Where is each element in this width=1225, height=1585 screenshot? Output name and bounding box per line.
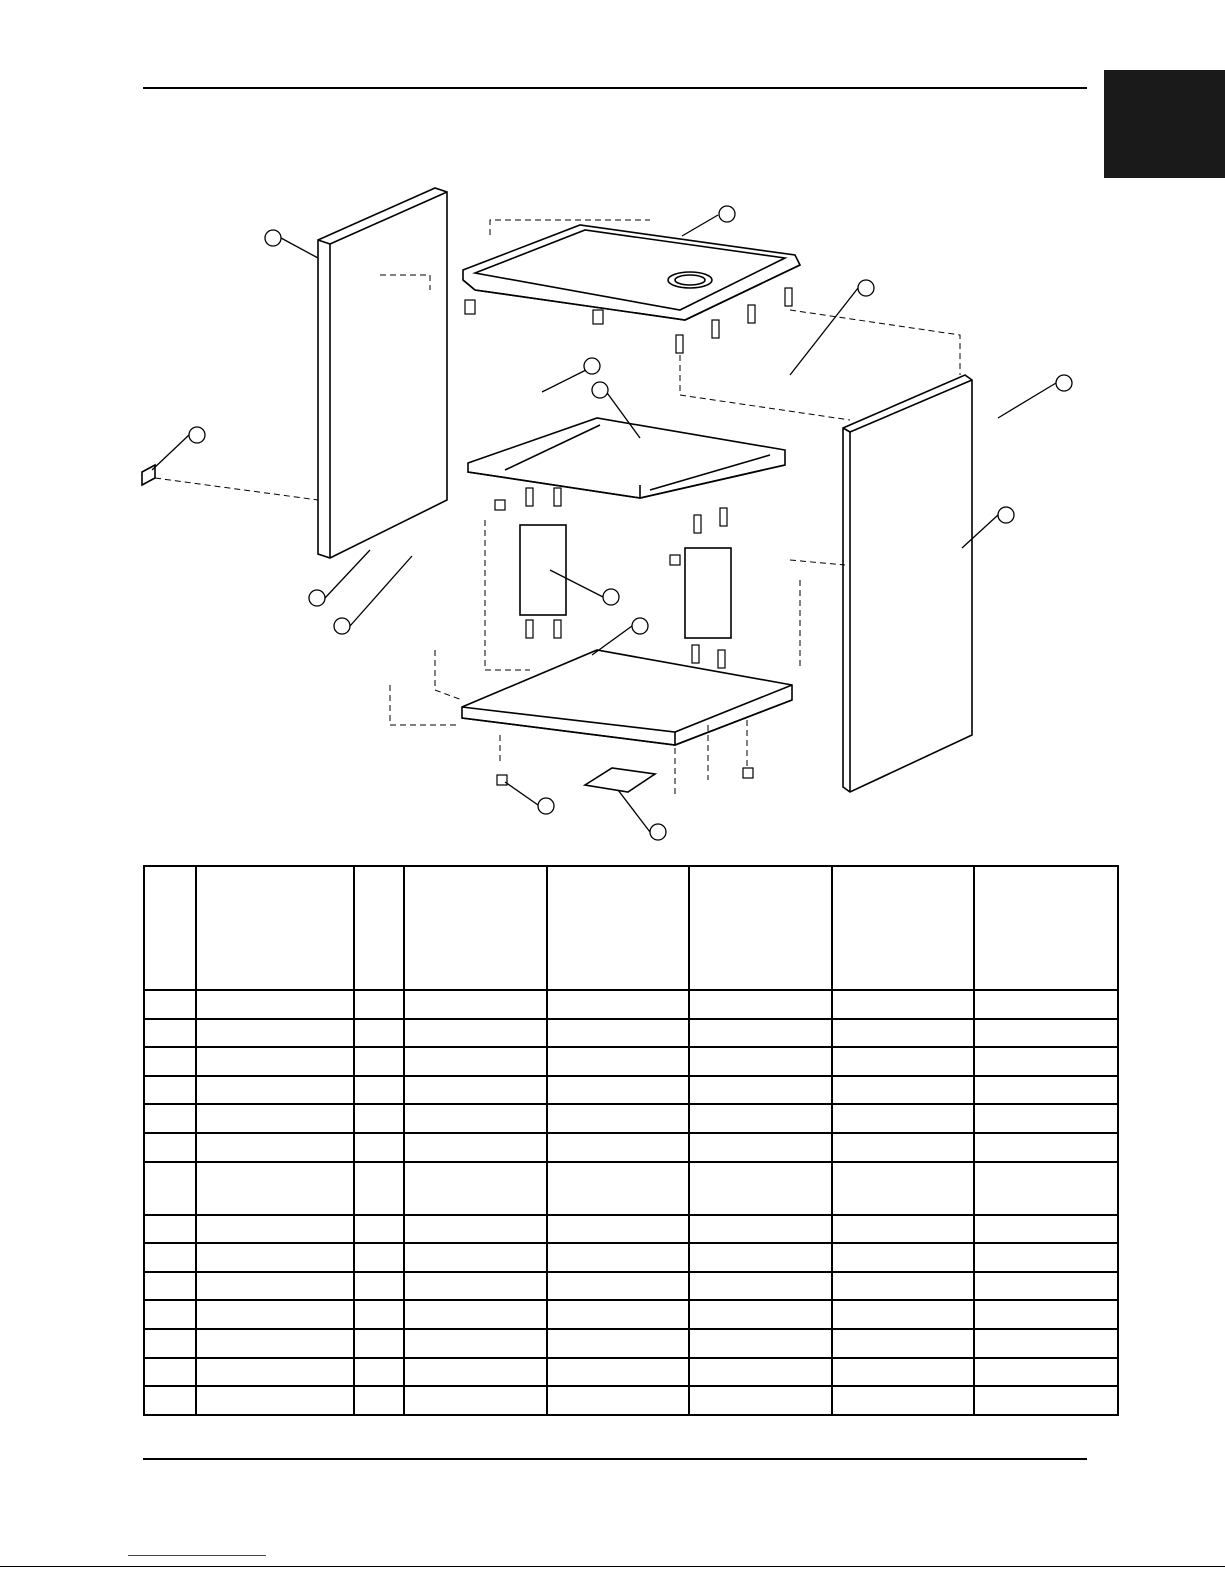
table-row (144, 1019, 1118, 1048)
table-cell (144, 1047, 196, 1076)
table-cell (354, 1386, 404, 1415)
table-cell (196, 1133, 354, 1162)
table-cell (689, 1133, 832, 1162)
table-cell (144, 1386, 196, 1415)
table-cell (689, 1329, 832, 1358)
table-cell (689, 1047, 832, 1076)
table-header-row (144, 866, 1118, 990)
header-cell (832, 866, 974, 990)
table-cell (144, 1300, 196, 1329)
page-bottom-edge (0, 1566, 1225, 1567)
table-cell (689, 1215, 832, 1244)
right-side-panel (843, 375, 972, 792)
table-cell (832, 1133, 974, 1162)
header-cell (974, 866, 1118, 990)
table-cell (974, 1215, 1118, 1244)
table-cell (404, 1104, 547, 1133)
table-cell (144, 1162, 196, 1215)
support-blocks (520, 525, 731, 638)
table-cell (547, 1329, 689, 1358)
table-cell (196, 1386, 354, 1415)
table-cell (547, 1047, 689, 1076)
table-cell (974, 1300, 1118, 1329)
table-cell (354, 1300, 404, 1329)
table-cell (196, 1358, 354, 1387)
table-row (144, 1386, 1118, 1415)
table-row (144, 1272, 1118, 1301)
table-cell (689, 1019, 832, 1048)
table-row (144, 1358, 1118, 1387)
table-cell (404, 1358, 547, 1387)
table-cell (974, 1243, 1118, 1272)
table-row (144, 1329, 1118, 1358)
table-cell (547, 1300, 689, 1329)
table-row (144, 1133, 1118, 1162)
table-cell (404, 1076, 547, 1105)
table-row (144, 1243, 1118, 1272)
table-cell (196, 1329, 354, 1358)
table-cell (354, 1019, 404, 1048)
header-cell (404, 866, 547, 990)
table-row (144, 990, 1118, 1019)
table-row (144, 1076, 1118, 1105)
table-cell (689, 1272, 832, 1301)
table-cell (404, 1272, 547, 1301)
table-cell (547, 1162, 689, 1215)
table-cell (144, 1019, 196, 1048)
table-cell (974, 1386, 1118, 1415)
table-cell (144, 1215, 196, 1244)
footer-rule (143, 1458, 1087, 1460)
table-row (144, 1215, 1118, 1244)
table-cell (689, 1300, 832, 1329)
table-cell (974, 1104, 1118, 1133)
table-cell (196, 990, 354, 1019)
table-cell (974, 1358, 1118, 1387)
table-cell (144, 1329, 196, 1358)
table-cell (354, 1272, 404, 1301)
middle-shelf (468, 418, 785, 498)
table-cell (144, 1076, 196, 1105)
table-cell (144, 1358, 196, 1387)
header-cell (354, 866, 404, 990)
table-cell (144, 990, 196, 1019)
table-cell (689, 1076, 832, 1105)
table-cell (196, 1243, 354, 1272)
table-cell (974, 990, 1118, 1019)
table-cell (354, 1162, 404, 1215)
header-rule (143, 87, 1087, 89)
table-cell (196, 1047, 354, 1076)
table-cell (547, 1243, 689, 1272)
table-cell (974, 1133, 1118, 1162)
floor-pad (585, 768, 655, 792)
table-cell (974, 1076, 1118, 1105)
table-cell (196, 1272, 354, 1301)
table-cell (404, 1215, 547, 1244)
table-cell (196, 1104, 354, 1133)
table-cell (832, 1076, 974, 1105)
table-cell (144, 1272, 196, 1301)
table-cell (832, 1019, 974, 1048)
table-cell (689, 1358, 832, 1387)
table-cell (832, 990, 974, 1019)
table-cell (354, 1215, 404, 1244)
table-cell (354, 1047, 404, 1076)
table-cell (144, 1243, 196, 1272)
table-cell (689, 990, 832, 1019)
table-cell (354, 1358, 404, 1387)
parts-table-body (144, 990, 1118, 1415)
table-cell (144, 1133, 196, 1162)
table-cell (832, 1300, 974, 1329)
table-cell (689, 1162, 832, 1215)
table-cell (196, 1162, 354, 1215)
footer-link-underline[interactable] (128, 1555, 266, 1556)
table-cell (547, 1076, 689, 1105)
table-cell (196, 1019, 354, 1048)
table-cell (832, 1047, 974, 1076)
table-cell (354, 1243, 404, 1272)
table-cell (547, 1386, 689, 1415)
table-cell (404, 990, 547, 1019)
table-row (144, 1300, 1118, 1329)
table-cell (689, 1104, 832, 1133)
header-cell (547, 866, 689, 990)
table-cell (547, 1358, 689, 1387)
table-cell (404, 1133, 547, 1162)
table-cell (547, 1215, 689, 1244)
table-cell (832, 1329, 974, 1358)
table-cell (974, 1019, 1118, 1048)
table-cell (354, 1104, 404, 1133)
header-cell (196, 866, 354, 990)
table-cell (547, 1272, 689, 1301)
bracket (142, 465, 155, 485)
table-cell (196, 1300, 354, 1329)
table-cell (832, 1386, 974, 1415)
table-cell (832, 1272, 974, 1301)
left-side-panel (318, 188, 447, 558)
section-tab (1104, 70, 1225, 178)
table-cell (689, 1386, 832, 1415)
table-cell (547, 990, 689, 1019)
table-cell (832, 1162, 974, 1215)
table-cell (974, 1272, 1118, 1301)
table-row (144, 1162, 1118, 1215)
table-cell (404, 1162, 547, 1215)
exploded-parts-diagram (130, 180, 1090, 850)
table-cell (404, 1300, 547, 1329)
table-cell (354, 1076, 404, 1105)
table-cell (404, 1047, 547, 1076)
table-cell (144, 1104, 196, 1133)
table-cell (354, 1133, 404, 1162)
table-cell (832, 1104, 974, 1133)
table-cell (404, 1019, 547, 1048)
table-cell (547, 1133, 689, 1162)
table-cell (404, 1329, 547, 1358)
table-cell (974, 1329, 1118, 1358)
table-cell (832, 1215, 974, 1244)
table-cell (974, 1047, 1118, 1076)
table-row (144, 1047, 1118, 1076)
parts-table (143, 865, 1119, 1416)
table-cell (832, 1243, 974, 1272)
table-cell (196, 1076, 354, 1105)
table-cell (689, 1243, 832, 1272)
table-cell (354, 1329, 404, 1358)
table-cell (196, 1215, 354, 1244)
table-cell (354, 990, 404, 1019)
table-cell (404, 1386, 547, 1415)
table-cell (974, 1162, 1118, 1215)
table-cell (547, 1104, 689, 1133)
table-row (144, 1104, 1118, 1133)
table-cell (404, 1243, 547, 1272)
header-cell (144, 866, 196, 990)
header-cell (689, 866, 832, 990)
table-cell (547, 1019, 689, 1048)
bottom-shelf (462, 650, 792, 745)
table-cell (832, 1358, 974, 1387)
